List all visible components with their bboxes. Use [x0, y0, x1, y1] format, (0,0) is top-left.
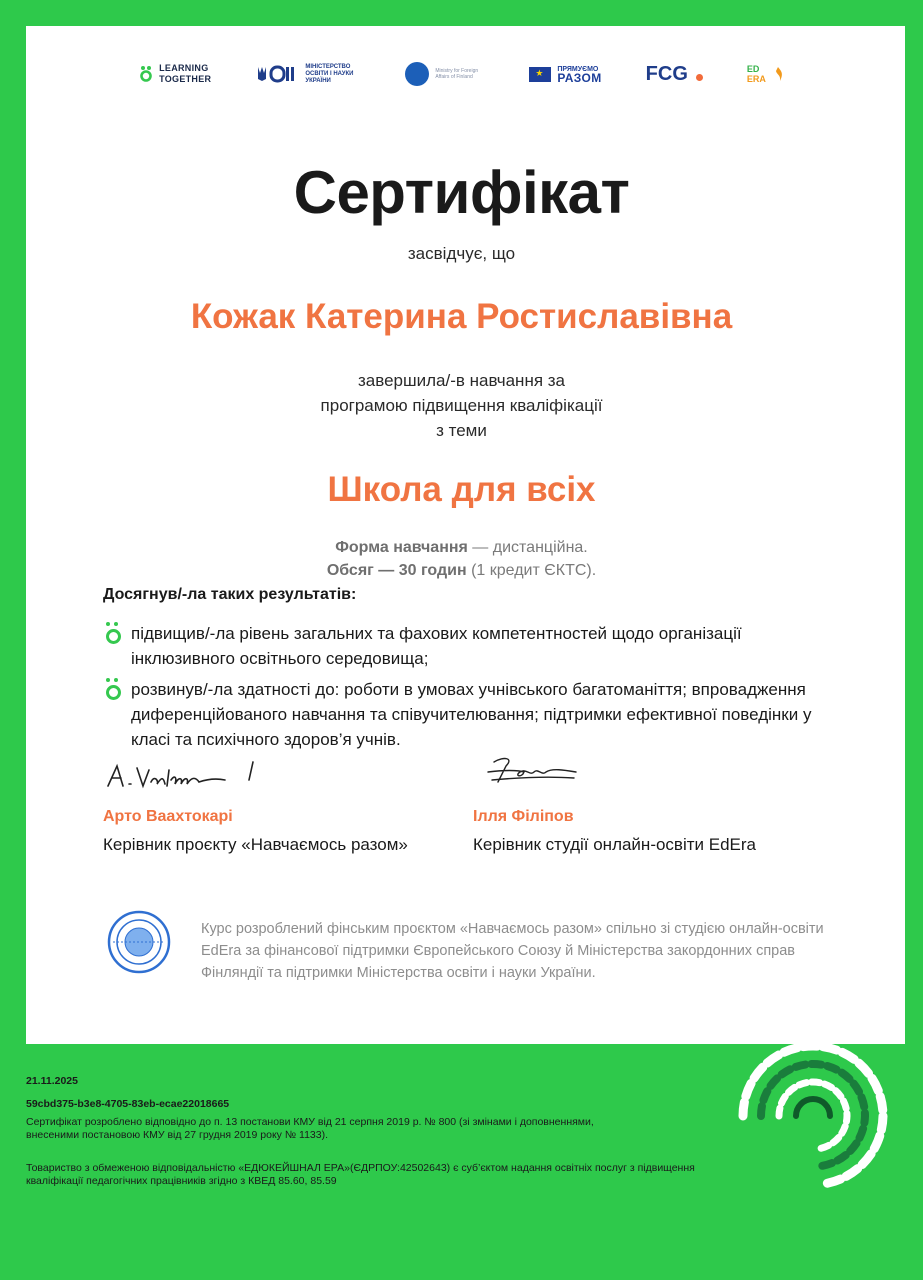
bullet-icon: [103, 677, 121, 702]
official-stamp: [107, 910, 171, 974]
signer-role: Керівник проєкту «Навчаємось разом»: [103, 835, 408, 854]
ministry-of-education-logo: МІНІСТЕРСТВО ОСВІТИ І НАУКИ УКРАЇНИ: [255, 64, 361, 85]
bullet-icon: [103, 621, 121, 646]
fcg-logo: FCG: [646, 63, 703, 86]
certificate-title: Сертифікат: [293, 159, 630, 226]
eu-flag-icon: [529, 67, 551, 82]
completion-text: завершила/-в навчання за програмою підвищення кваліфікації з теми: [320, 371, 603, 440]
edera-flame-icon: [772, 67, 784, 81]
eu-logo: ★ ПРЯМУЄМО РАЗОМ: [529, 65, 601, 83]
fcg-dot-icon: [696, 74, 703, 81]
course-meta: Форма навчання — дистанційна. Обсяг — 30 годин (1 кредит ЄКТС).: [326, 539, 597, 579]
signer-name: Ілля Філіпов: [473, 808, 574, 825]
signer-name: Арто Ваахтокарі: [103, 808, 233, 825]
signature-vaahtokari: [105, 756, 265, 792]
result-item: підвищив/-ла рівень загальних та фахових компетентностей щодо організації інклюзивного освітнього середовища;: [103, 621, 823, 671]
partner-logos: [0, 56, 923, 92]
course-title: Школа для всіх: [327, 470, 596, 509]
signature-filipov: [484, 754, 584, 788]
certificate-id: 59cbd375-b3e8-4705-83eb-ecae22018665: [26, 1098, 230, 1110]
certifies-text: засвідчує, що: [407, 244, 516, 263]
result-item: розвинув/-ла здатності до: роботи в умовах учнівського багатоманіття; впровадження диференційованого навчання та співучителювання; підтримки ефективної поведінки у класі та психічного здоров’я учнів.: [103, 677, 823, 752]
funding-note: Курс розроблений фінським проєктом «Навчаємось разом» спільно зі студією онлайн-освіти EdEra за фінансової підтримки Європейського Союзу й Міністерства закордонних справ Фінляндії та підтримки Міністерства освіти і науки України.: [201, 921, 824, 981]
legal-note: Сертифікат розроблено відповідно до п. 13 постанови КМУ від 21 серпня 2019 р. № 800 (зі змінами і доповненнями, внесеними постановою КМУ від 27 грудня 2019 року № 1133).: [26, 1116, 594, 1141]
recipient-name: Кожак Катерина Ростиславівна: [190, 297, 733, 336]
finland-globe-icon: [405, 62, 429, 86]
decorative-spiral: [728, 1036, 898, 1196]
learning-together-logo: LEARNING TOGETHER: [139, 63, 211, 85]
edera-logo: ED ERA: [747, 64, 784, 84]
results-heading: Досягнув/-ла таких результатів:: [103, 586, 357, 603]
foreign-affairs-finland-logo: Ministry for Foreign Affairs of Finland: [405, 62, 485, 86]
issue-date: 21.11.2025: [26, 1075, 78, 1087]
learning-together-icon: [139, 65, 153, 83]
trident-icon: [255, 65, 299, 83]
provider-note: Товариство з обмеженою відповідальністю «ЕДЮКЕЙШНАЛ ЕРА»(ЄДРПОУ:42502643) є суб’єктом надання освітніх послуг з підвищення кваліфікації педагогічних працівників згідно з КВЕД 85.60, 85.59: [26, 1162, 695, 1187]
signer-role: Керівник студії онлайн-освіти EdEra: [473, 835, 756, 854]
